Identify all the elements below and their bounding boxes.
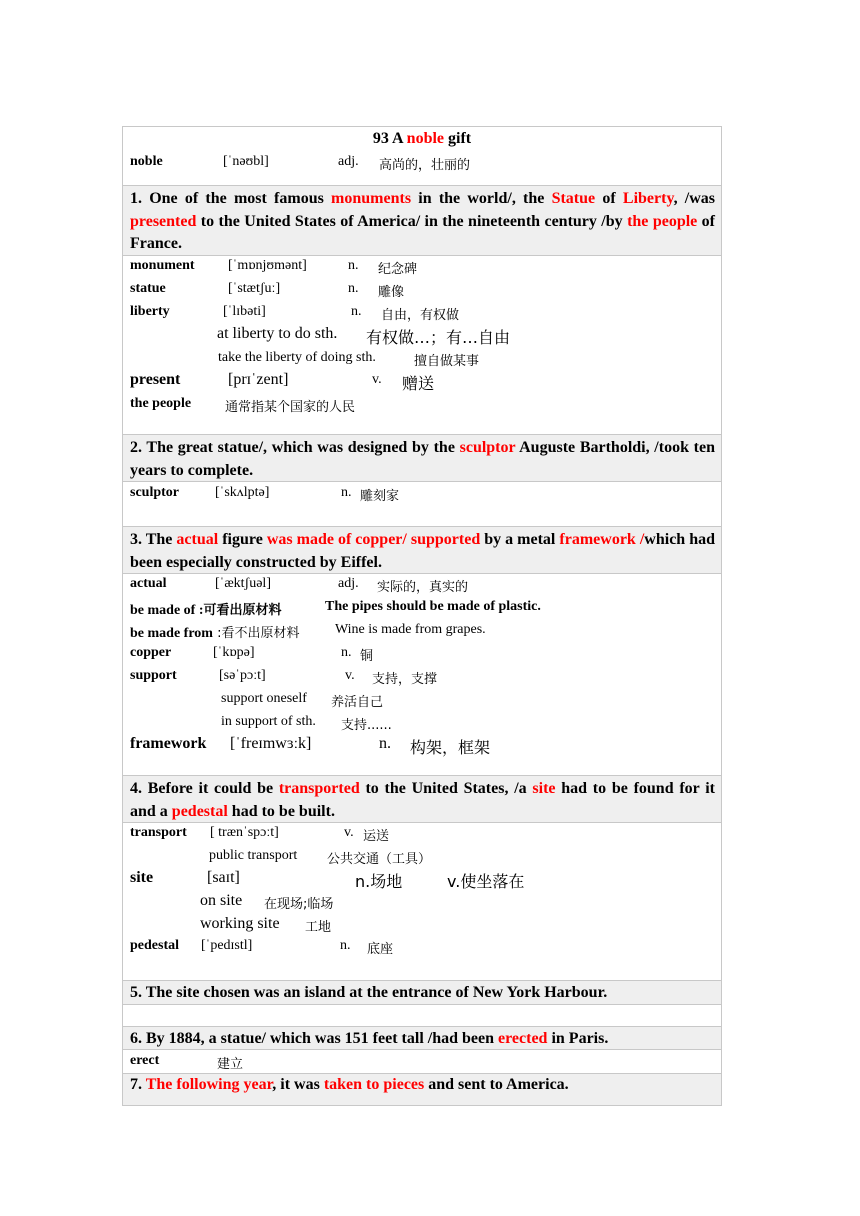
sentence-5 bbox=[123, 980, 721, 1005]
phrase-meaning: 公共交通（工具） bbox=[327, 852, 432, 867]
phrase: public transport bbox=[209, 848, 298, 863]
vocab-ipa: [ˈlɪbəti] bbox=[223, 304, 266, 319]
vocab-word: be made from :看不出原材料 bbox=[130, 626, 300, 641]
vocab-meaning: 支持，支撑 bbox=[372, 672, 438, 687]
vocab-pos: adj. bbox=[338, 576, 359, 591]
phrase: take the liberty of doing sth. bbox=[218, 350, 376, 365]
vocab-meaning: 通常指某个国家的人民 bbox=[225, 400, 356, 415]
vocab-meaning: 构架，框架 bbox=[410, 738, 491, 757]
vocab-ipa: [ˈstætʃuː] bbox=[228, 281, 281, 296]
highlighted-phrase: Statue bbox=[551, 190, 596, 207]
phrase: support oneself bbox=[221, 691, 307, 706]
vocab-pos: adj. bbox=[338, 154, 359, 169]
vocab-word: site bbox=[130, 869, 154, 886]
lesson-table bbox=[122, 126, 722, 1106]
sentence-text: 1. One of the most famous bbox=[130, 190, 332, 207]
vocab-block-2 bbox=[123, 482, 721, 528]
vocab-block-6 bbox=[123, 1050, 721, 1074]
sentence-text: 2. The great statue/, which was designed by the bbox=[130, 439, 460, 456]
sentence-text: 7. bbox=[130, 1076, 146, 1093]
sentence-text: of bbox=[595, 190, 623, 207]
highlighted-phrase: the people bbox=[627, 212, 698, 230]
phrase: on site bbox=[200, 892, 243, 909]
sentence-text: 3. The bbox=[130, 531, 177, 548]
highlighted-phrase: framework bbox=[559, 531, 636, 548]
sentence-1 bbox=[123, 185, 721, 256]
vocab-word: the people bbox=[130, 396, 192, 411]
vocab-ipa: [ˈæktʃuəl] bbox=[215, 576, 271, 591]
sentence-text: had to be built. bbox=[227, 802, 335, 820]
vocab-block-4 bbox=[123, 823, 721, 980]
vocab-block-3 bbox=[123, 574, 721, 775]
vocab-pos: n.场地 bbox=[355, 872, 403, 891]
phrase-meaning: 有权做…；有…自由 bbox=[366, 328, 511, 347]
highlighted-phrase: monuments bbox=[331, 190, 412, 207]
phrase-meaning: 在现场;临场 bbox=[264, 897, 334, 912]
phrase-meaning: 支持...... bbox=[341, 718, 392, 733]
vocab-pos: v. bbox=[372, 372, 382, 387]
vocab-pos: n. bbox=[341, 485, 352, 500]
sentence-text: to the United States, /a bbox=[359, 780, 533, 797]
vocab-word: monument bbox=[130, 258, 195, 273]
vocab-word: pedestal bbox=[130, 938, 179, 953]
phrase-meaning: 擅自做某事 bbox=[414, 354, 480, 369]
phrase: working site bbox=[200, 915, 280, 932]
phrase-meaning: 工地 bbox=[305, 920, 332, 935]
vocab-meaning: 建立 bbox=[217, 1057, 244, 1072]
vocab-word: actual bbox=[130, 576, 167, 591]
vocab-meaning: 铜 bbox=[360, 649, 374, 664]
highlighted-phrase: site bbox=[532, 780, 556, 797]
highlighted-phrase: Liberty bbox=[622, 190, 674, 207]
vocab-word: liberty bbox=[130, 304, 170, 319]
sentence-text: 6. By 1884, a statue/ which was 151 feet tall /had been bbox=[130, 1030, 498, 1047]
vocab-pos: v. bbox=[345, 668, 355, 683]
sentence-text: which had been especially constructed by Eiffel. bbox=[130, 531, 716, 571]
highlighted-phrase: was made of copper/ supported bbox=[266, 531, 481, 548]
vocab-meaning: 高尚的，壮丽的 bbox=[379, 158, 471, 173]
sentence-3 bbox=[123, 526, 721, 574]
vocab-word: copper bbox=[130, 645, 172, 660]
sentence-7 bbox=[123, 1073, 721, 1105]
vocab-ipa: [ˈskʌlptə] bbox=[215, 485, 270, 500]
vocab-ipa: [səˈpɔːt] bbox=[219, 668, 266, 683]
vocab-pos: v. bbox=[344, 825, 354, 840]
sentence-text: of France. bbox=[130, 212, 716, 252]
vocab-ipa: [ˈnəʊbl] bbox=[223, 154, 269, 169]
vocab-meaning: 底座 bbox=[367, 942, 394, 957]
phrase-meaning: 养活自己 bbox=[331, 695, 384, 710]
sentence-text: , /was bbox=[673, 190, 716, 207]
vocab-pos: n. bbox=[379, 735, 391, 752]
sentence-text: by a metal bbox=[480, 531, 560, 548]
vocab-word: noble bbox=[130, 154, 163, 169]
sentence-2 bbox=[123, 434, 721, 482]
vocab-ipa: [saɪt] bbox=[207, 869, 240, 886]
vocab-word: framework bbox=[130, 735, 207, 752]
vocab-word: present bbox=[130, 371, 181, 388]
vocab-meaning: 实际的，真实的 bbox=[377, 580, 469, 595]
highlighted-phrase: presented bbox=[130, 212, 197, 230]
vocab-ipa: [prɪˈzent] bbox=[228, 371, 289, 388]
highlighted-phrase: taken to pieces bbox=[323, 1076, 425, 1093]
sentence-text: had to be found for it and a bbox=[130, 780, 716, 820]
vocab-meaning: 纪念碑 bbox=[378, 262, 418, 277]
sentence-4 bbox=[123, 775, 721, 823]
lesson-title: 93 A noble gift bbox=[372, 130, 472, 147]
highlighted-phrase: / bbox=[635, 531, 645, 548]
sentence-text: 4. Before it could be bbox=[130, 780, 279, 797]
vocab-block-1 bbox=[123, 256, 721, 434]
vocab-ipa: [ˈfreɪmwɜːk] bbox=[230, 735, 312, 752]
highlighted-phrase: sculptor bbox=[459, 439, 516, 456]
vocab-ipa: [ˈkɒpə] bbox=[213, 645, 255, 660]
vocab-meaning: 赠送 bbox=[402, 374, 435, 393]
sentence-text: 5. The site chosen was an island at the entrance of New York Harbour. bbox=[130, 984, 608, 1001]
vocab-meaning: 雕像 bbox=[378, 285, 405, 300]
vocab-meaning: 自由，有权做 bbox=[381, 308, 460, 323]
phrase: at liberty to do sth. bbox=[217, 325, 338, 342]
vocab-ipa: [ˈmɒnjʊmənt] bbox=[228, 258, 307, 273]
vocab-ipa: [ˈpedɪstl] bbox=[201, 938, 253, 953]
phrase: in support of sth. bbox=[221, 714, 316, 729]
sentence-text: and sent to America. bbox=[424, 1076, 569, 1093]
highlighted-phrase: actual bbox=[176, 531, 219, 548]
vocab-pos: n. bbox=[351, 304, 362, 319]
highlighted-phrase: transported bbox=[278, 780, 360, 797]
vocab-meaning: v.使坐落在 bbox=[447, 872, 525, 891]
highlighted-phrase: The following year bbox=[145, 1076, 273, 1093]
vocab-pos: n. bbox=[348, 258, 359, 273]
vocab-word: sculptor bbox=[130, 485, 179, 500]
vocab-pos: n. bbox=[341, 645, 352, 660]
sentence-text: in the world/, the bbox=[411, 190, 552, 207]
vocab-word: erect bbox=[130, 1053, 160, 1068]
vocab-word: transport bbox=[130, 825, 187, 840]
highlighted-phrase: erected bbox=[498, 1030, 548, 1047]
vocab-pos: n. bbox=[348, 281, 359, 296]
vocab-meaning: 运送 bbox=[363, 829, 390, 844]
vocab-word: support bbox=[130, 668, 177, 683]
vocab-word: be made of :可看出原材料 bbox=[130, 603, 282, 618]
sentence-6 bbox=[123, 1026, 721, 1050]
vocab-meaning: 雕刻家 bbox=[360, 489, 400, 504]
sentence-text: in Paris. bbox=[547, 1030, 609, 1047]
sentence-text: to the United States of America/ in the nineteenth century /by bbox=[196, 212, 628, 230]
vocab-pos: n. bbox=[340, 938, 351, 953]
sentence-text: , it was bbox=[272, 1076, 324, 1093]
example-sentence: The pipes should be made of plastic. bbox=[325, 599, 541, 614]
title-row bbox=[123, 127, 721, 185]
vocab-ipa: [ trænˈspɔːt] bbox=[210, 825, 279, 840]
vocab-word: statue bbox=[130, 281, 166, 296]
highlighted-phrase: pedestal bbox=[171, 802, 228, 820]
example-sentence: Wine is made from grapes. bbox=[335, 622, 486, 637]
sentence-text: figure bbox=[218, 531, 267, 548]
empty-row bbox=[123, 1005, 721, 1027]
sentence-text: Auguste Bartholdi, /took ten years to complete. bbox=[130, 439, 715, 479]
